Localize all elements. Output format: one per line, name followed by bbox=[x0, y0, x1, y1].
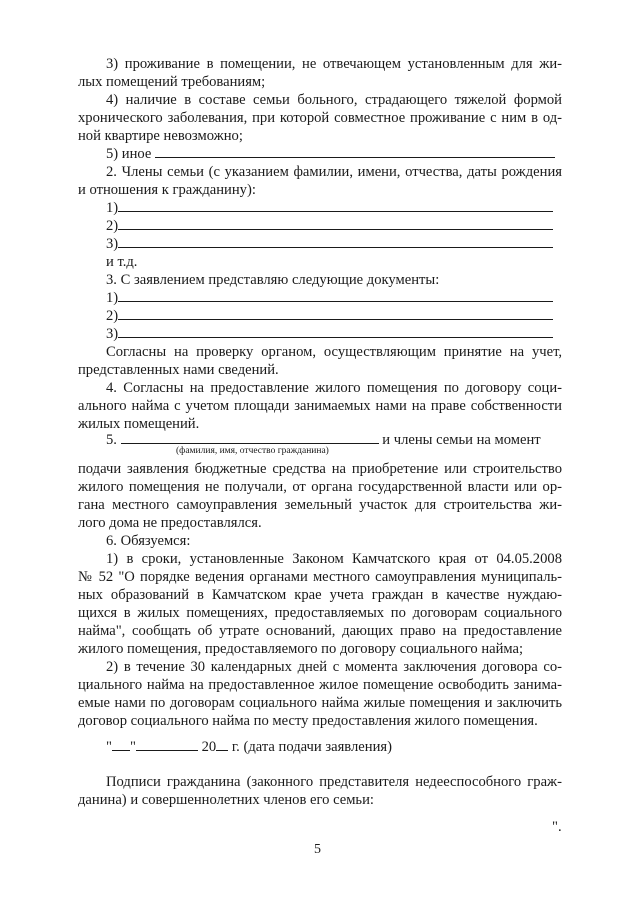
text-line: найма", сообщать об утрате оснований, дающих право на предоставление bbox=[78, 623, 562, 639]
text-line: гана местного самоуправления земельный участок для строительства жи- bbox=[78, 497, 562, 513]
text-line: щихся в жилых помещениях, предоставляемых по договорам социального bbox=[78, 605, 562, 621]
page-number: 5 bbox=[314, 842, 321, 857]
text-line: данина) и совершеннолетних членов его семьи: bbox=[78, 792, 374, 808]
quote-mark: " bbox=[106, 739, 112, 755]
text-line: хронического заболевания, при которой совместное проживание с ним в од- bbox=[78, 110, 562, 126]
blank-line bbox=[118, 217, 553, 230]
text-line: 1) в сроки, установленные Законом Камчатского края от 04.05.2008 bbox=[106, 551, 562, 567]
blank-line bbox=[121, 431, 379, 444]
closing-quote: ". bbox=[552, 819, 562, 835]
document-field bbox=[106, 307, 553, 325]
text-line: лых помещений требованиям; bbox=[78, 74, 266, 90]
text-fragment: 5) иное bbox=[106, 146, 152, 162]
text-line: Подписи гражданина (законного представителя недееспособного граж- bbox=[106, 774, 562, 790]
blank-day bbox=[112, 738, 130, 751]
text-line: 6. Обязуемся: bbox=[106, 533, 191, 549]
blank-line bbox=[118, 307, 553, 320]
text-line: № 52 "О порядке ведения органами местного самоуправления муниципаль- bbox=[78, 569, 562, 585]
text-line: ных образований в Камчатском крае учета граждан в качестве нуждаю- bbox=[78, 587, 562, 603]
other-reason-field bbox=[106, 145, 555, 163]
item-number: 2) bbox=[106, 308, 119, 324]
date-field bbox=[106, 738, 392, 756]
blank-month bbox=[136, 738, 198, 751]
year-prefix: 20 bbox=[201, 739, 217, 755]
date-caption: г. (дата подачи заявления) bbox=[231, 739, 392, 755]
text-line: 4) наличие в составе семьи больного, страдающего тяжелой формой bbox=[106, 92, 562, 108]
blank-line bbox=[118, 235, 553, 248]
text-line: и т.д. bbox=[106, 254, 138, 270]
item-number: 3) bbox=[106, 326, 119, 342]
text-line: емые нами по договорам социального найма жилые помещения и заключить bbox=[78, 695, 562, 711]
item-number: 5. bbox=[106, 432, 117, 448]
text-line: представленных нами сведений. bbox=[78, 362, 279, 378]
blank-line bbox=[118, 199, 553, 212]
text-line: 3) проживание в помещении, не отвечающем установленным для жи- bbox=[106, 56, 562, 72]
family-member-field bbox=[106, 217, 553, 235]
text-fragment: и члены семьи на момент bbox=[382, 432, 541, 448]
text-line: 4. Согласны на предоставление жилого помещения по договору соци- bbox=[106, 380, 562, 396]
blank-year bbox=[216, 738, 228, 751]
field-caption: (фамилия, имя, отчество гражданина) bbox=[176, 446, 329, 456]
text-line: лого дома не предоставлялся. bbox=[78, 515, 262, 531]
text-line: 3. С заявлением представляю следующие документы: bbox=[106, 272, 440, 288]
text-line: подачи заявления бюджетные средства на приобретение или строительство bbox=[78, 461, 562, 477]
blank-line bbox=[118, 325, 553, 338]
item-number: 3) bbox=[106, 236, 119, 252]
text-line: жилых помещений. bbox=[78, 416, 200, 432]
text-line: ной квартире невозможно; bbox=[78, 128, 243, 144]
text-line: жилого помещения, предоставляемого по договору социального найма; bbox=[78, 641, 524, 657]
family-member-field bbox=[106, 199, 553, 217]
text-line: Согласны на проверку органом, осуществляющим принятие на учет, bbox=[106, 344, 562, 360]
text-line: циального найма на предоставленное жилое помещение освободить занима- bbox=[78, 677, 562, 693]
text-line: жилого помещения не получали, от органа государственной власти или ор- bbox=[78, 479, 562, 495]
item-number: 1) bbox=[106, 200, 119, 216]
family-member-field bbox=[106, 235, 553, 253]
quote-mark: " bbox=[129, 739, 136, 755]
text-line: и отношения к гражданину): bbox=[78, 182, 256, 198]
text-line: 2) в течение 30 календарных дней с момента заключения договора со- bbox=[106, 659, 562, 675]
blank-line bbox=[155, 145, 555, 158]
document-field bbox=[106, 325, 553, 343]
document-field bbox=[106, 289, 553, 307]
blank-line bbox=[118, 289, 553, 302]
text-line: договор социального найма по месту предоставления жилого помещения. bbox=[78, 713, 538, 729]
item-number: 2) bbox=[106, 218, 119, 234]
text-line: 2. Члены семьи (с указанием фамилии, имени, отчества, даты рождения bbox=[106, 164, 562, 180]
text-line: ального найма с учетом площади занимаемых нами на праве собственности bbox=[78, 398, 562, 414]
item-number: 1) bbox=[106, 290, 119, 306]
